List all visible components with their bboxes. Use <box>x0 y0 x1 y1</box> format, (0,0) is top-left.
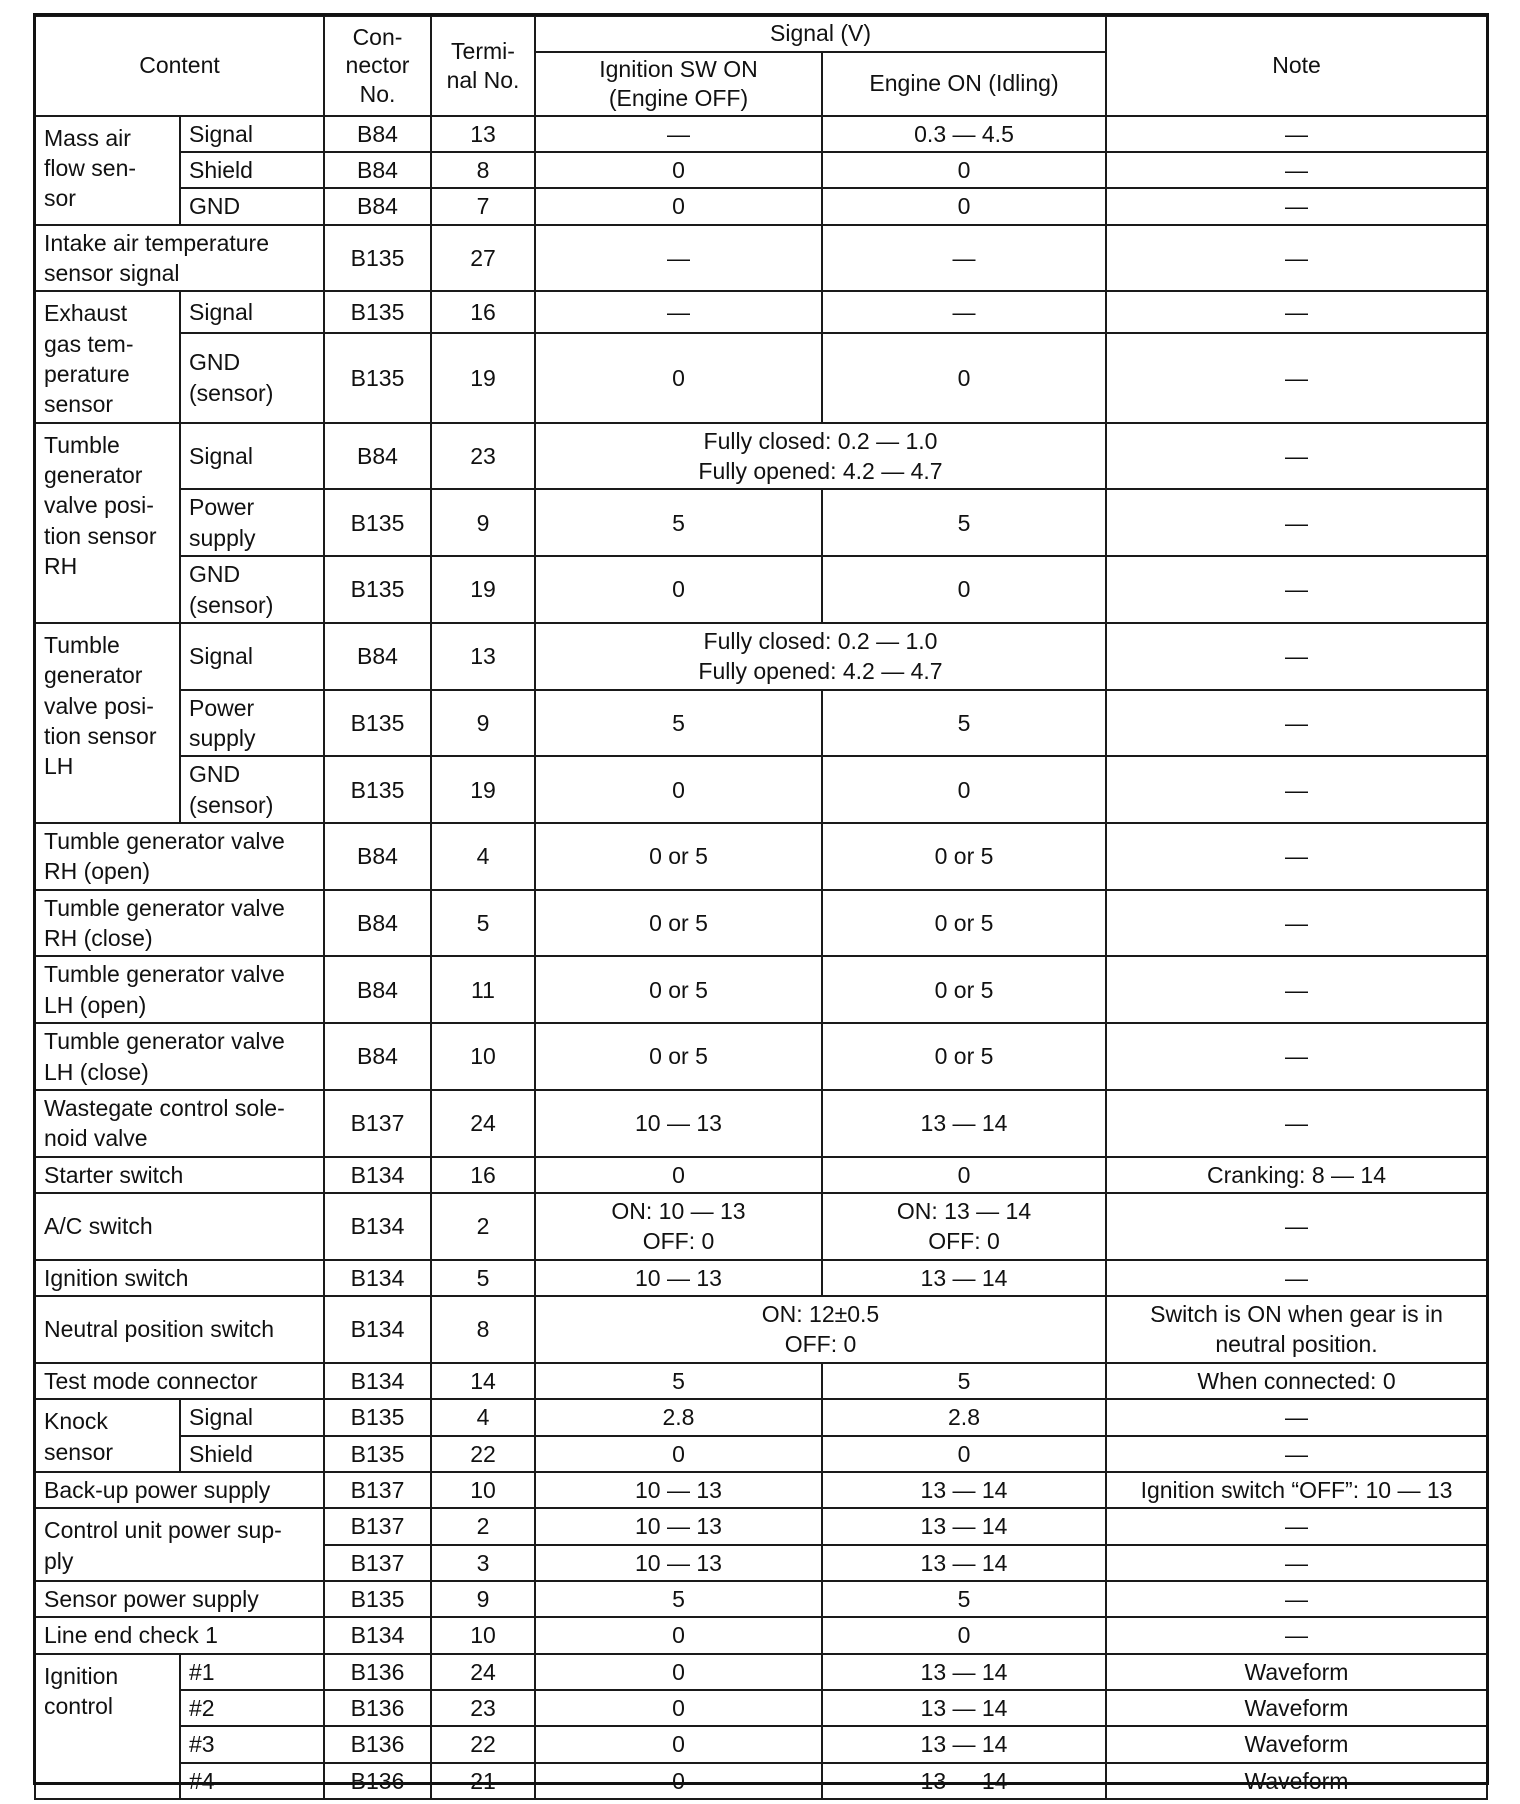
note-cell: — <box>1106 956 1487 1023</box>
connector-cell: B137 <box>324 1545 431 1581</box>
note-cell: — <box>1106 116 1487 152</box>
terminal-cell: 21 <box>431 1763 535 1799</box>
note-cell: — <box>1106 890 1487 957</box>
connector-cell: B84 <box>324 116 431 152</box>
terminal-cell: 13 <box>431 623 535 690</box>
engine-on-cell: 0 <box>822 1157 1106 1193</box>
table-row <box>35 1654 1487 1690</box>
note-cell: — <box>1106 1399 1487 1435</box>
table-row <box>35 823 1487 890</box>
terminal-cell: 19 <box>431 556 535 623</box>
ignition-on-cell: 0 <box>535 1436 822 1472</box>
signal-merged-cell: Fully closed: 0.2 — 1.0 Fully opened: 4.2 — 4.7 <box>535 423 1106 490</box>
note-cell: — <box>1106 1023 1487 1090</box>
engine-on-cell: 13 — 14 <box>822 1545 1106 1581</box>
content-sub-cell: Shield <box>180 152 324 188</box>
ignition-on-cell: — <box>535 116 822 152</box>
engine-on-cell: 0 <box>822 188 1106 224</box>
terminal-cell: 2 <box>431 1508 535 1544</box>
terminal-cell: 8 <box>431 1296 535 1363</box>
terminal-cell: 27 <box>431 225 535 292</box>
engine-on-cell: 13 — 14 <box>822 1763 1106 1799</box>
content-group-cell: Tumble generator valve posi- tion sensor RH <box>35 423 180 623</box>
content-cell: Line end check 1 <box>35 1617 324 1653</box>
engine-on-cell: 0 <box>822 1617 1106 1653</box>
engine-on-cell: 13 — 14 <box>822 1090 1106 1157</box>
content-sub-cell: #3 <box>180 1726 324 1762</box>
ignition-on-cell: 0 <box>535 1617 822 1653</box>
note-cell: — <box>1106 556 1487 623</box>
content-cell: Tumble generator valve RH (close) <box>35 890 324 957</box>
connector-cell: B134 <box>324 1363 431 1399</box>
content-cell: Wastegate control sole- noid valve <box>35 1090 324 1157</box>
note-cell: — <box>1106 489 1487 556</box>
connector-cell: B135 <box>324 291 431 332</box>
note-cell: Switch is ON when gear is in neutral position. <box>1106 1296 1487 1363</box>
note-cell: — <box>1106 225 1487 292</box>
header-note: Note <box>1106 16 1487 116</box>
terminal-cell: 10 <box>431 1472 535 1508</box>
engine-on-cell: 13 — 14 <box>822 1726 1106 1762</box>
content-cell: A/C switch <box>35 1193 324 1260</box>
terminal-cell: 10 <box>431 1023 535 1090</box>
engine-on-cell: 5 <box>822 489 1106 556</box>
engine-on-cell: 13 — 14 <box>822 1654 1106 1690</box>
engine-on-cell: 13 — 14 <box>822 1472 1106 1508</box>
ignition-on-cell: 0 or 5 <box>535 1023 822 1090</box>
header-engine-on: Engine ON (Idling) <box>822 52 1106 116</box>
terminal-cell: 3 <box>431 1545 535 1581</box>
content-cell: Sensor power supply <box>35 1581 324 1617</box>
engine-on-cell: — <box>822 225 1106 292</box>
content-sub-cell: Signal <box>180 623 324 690</box>
table-row <box>35 333 1487 423</box>
ignition-on-cell: 0 or 5 <box>535 823 822 890</box>
connector-cell: B84 <box>324 152 431 188</box>
content-group-cell: Knock sensor <box>35 1399 180 1472</box>
terminal-cell: 22 <box>431 1726 535 1762</box>
note-cell: — <box>1106 1545 1487 1581</box>
connector-cell: B135 <box>324 1399 431 1435</box>
signal-merged-cell: ON: 12±0.5 OFF: 0 <box>535 1296 1106 1363</box>
ignition-on-cell: 2.8 <box>535 1399 822 1435</box>
connector-cell: B135 <box>324 333 431 423</box>
content-group-cell: Ignition control <box>35 1654 180 1799</box>
signal-merged-cell: Fully closed: 0.2 — 1.0 Fully opened: 4.2 — 4.7 <box>535 623 1106 690</box>
ignition-on-cell: — <box>535 291 822 332</box>
header-connector-no: Con- nector No. <box>324 16 431 116</box>
content-sub-cell: GND <box>180 188 324 224</box>
terminal-cell: 9 <box>431 489 535 556</box>
table-body <box>35 116 1487 1800</box>
ignition-on-cell: 0 <box>535 1654 822 1690</box>
engine-on-cell: 0 <box>822 152 1106 188</box>
ignition-on-cell: 0 <box>535 152 822 188</box>
content-sub-cell: Shield <box>180 1436 324 1472</box>
table-row <box>35 188 1487 224</box>
table-row <box>35 1157 1487 1193</box>
header-terminal-no: Termi- nal No. <box>431 16 535 116</box>
ignition-on-cell: 0 or 5 <box>535 956 822 1023</box>
table-row <box>35 1581 1487 1617</box>
note-cell: Waveform <box>1106 1726 1487 1762</box>
note-cell: Waveform <box>1106 1654 1487 1690</box>
note-cell: When connected: 0 <box>1106 1363 1487 1399</box>
table-row <box>35 756 1487 823</box>
terminal-cell: 11 <box>431 956 535 1023</box>
note-cell: — <box>1106 333 1487 423</box>
note-cell: — <box>1106 188 1487 224</box>
terminal-cell: 4 <box>431 1399 535 1435</box>
content-sub-cell: Power supply <box>180 690 324 757</box>
note-cell: — <box>1106 1617 1487 1653</box>
engine-on-cell: 0 or 5 <box>822 956 1106 1023</box>
ignition-on-cell: 5 <box>535 690 822 757</box>
table-row <box>35 1436 1487 1472</box>
engine-on-cell: ON: 13 — 14 OFF: 0 <box>822 1193 1106 1260</box>
connector-cell: B84 <box>324 1023 431 1090</box>
table-row <box>35 291 1487 332</box>
engine-on-cell: — <box>822 291 1106 332</box>
table-row <box>35 1472 1487 1508</box>
connector-cell: B84 <box>324 188 431 224</box>
header-signal: Signal (V) <box>535 16 1106 52</box>
connector-cell: B134 <box>324 1617 431 1653</box>
engine-on-cell: 0 <box>822 1436 1106 1472</box>
ignition-on-cell: 0 or 5 <box>535 890 822 957</box>
engine-on-cell: 0 or 5 <box>822 823 1106 890</box>
connector-cell: B137 <box>324 1508 431 1544</box>
terminal-cell: 23 <box>431 423 535 490</box>
connector-cell: B135 <box>324 756 431 823</box>
terminal-cell: 19 <box>431 756 535 823</box>
engine-on-cell: 13 — 14 <box>822 1260 1106 1296</box>
ignition-on-cell: 5 <box>535 489 822 556</box>
ignition-on-cell: 0 <box>535 333 822 423</box>
terminal-cell: 16 <box>431 1157 535 1193</box>
content-group-cell: Exhaust gas tem- perature sensor <box>35 291 180 422</box>
ignition-on-cell: 0 <box>535 188 822 224</box>
table-row <box>35 1690 1487 1726</box>
terminal-cell: 13 <box>431 116 535 152</box>
connector-cell: B135 <box>324 1436 431 1472</box>
ignition-on-cell: ON: 10 — 13 OFF: 0 <box>535 1193 822 1260</box>
engine-on-cell: 0 or 5 <box>822 1023 1106 1090</box>
content-cell: Tumble generator valve RH (open) <box>35 823 324 890</box>
content-sub-cell: Power supply <box>180 489 324 556</box>
engine-on-cell: 5 <box>822 690 1106 757</box>
terminal-cell: 9 <box>431 1581 535 1617</box>
content-cell: Starter switch <box>35 1157 324 1193</box>
ignition-on-cell: 0 <box>535 556 822 623</box>
content-sub-cell: Signal <box>180 1399 324 1435</box>
content-sub-cell: GND (sensor) <box>180 556 324 623</box>
ignition-on-cell: 0 <box>535 1726 822 1762</box>
note-cell: Waveform <box>1106 1763 1487 1799</box>
ignition-on-cell: 10 — 13 <box>535 1545 822 1581</box>
content-cell: Test mode connector <box>35 1363 324 1399</box>
engine-on-cell: 0 or 5 <box>822 890 1106 957</box>
terminal-cell: 8 <box>431 152 535 188</box>
terminal-cell: 2 <box>431 1193 535 1260</box>
content-sub-cell: Signal <box>180 423 324 490</box>
connector-cell: B84 <box>324 423 431 490</box>
content-group-cell: Mass air flow sen- sor <box>35 116 180 225</box>
table-row <box>35 1508 1487 1544</box>
engine-on-cell: 0.3 — 4.5 <box>822 116 1106 152</box>
connector-cell: B135 <box>324 489 431 556</box>
terminal-signal-table <box>34 14 1488 1800</box>
engine-on-cell: 5 <box>822 1581 1106 1617</box>
note-cell: Cranking: 8 — 14 <box>1106 1157 1487 1193</box>
terminal-cell: 22 <box>431 1436 535 1472</box>
table-row <box>35 1726 1487 1762</box>
table-row <box>35 556 1487 623</box>
terminal-cell: 10 <box>431 1617 535 1653</box>
note-cell: — <box>1106 1436 1487 1472</box>
connector-cell: B137 <box>324 1090 431 1157</box>
connector-cell: B135 <box>324 225 431 292</box>
table-row <box>35 1090 1487 1157</box>
terminal-cell: 5 <box>431 890 535 957</box>
terminal-cell: 9 <box>431 690 535 757</box>
connector-cell: B136 <box>324 1690 431 1726</box>
note-cell: Ignition switch “OFF”: 10 — 13 <box>1106 1472 1487 1508</box>
table-row <box>35 1399 1487 1435</box>
table-row <box>35 623 1487 690</box>
engine-on-cell: 13 — 14 <box>822 1508 1106 1544</box>
table-row <box>35 890 1487 957</box>
ignition-on-cell: 10 — 13 <box>535 1472 822 1508</box>
content-sub-cell: Signal <box>180 291 324 332</box>
connector-cell: B135 <box>324 556 431 623</box>
engine-on-cell: 2.8 <box>822 1399 1106 1435</box>
note-cell: — <box>1106 1508 1487 1544</box>
note-cell: — <box>1106 291 1487 332</box>
ignition-on-cell: 0 <box>535 1690 822 1726</box>
engine-on-cell: 0 <box>822 556 1106 623</box>
connector-cell: B135 <box>324 690 431 757</box>
engine-on-cell: 13 — 14 <box>822 1690 1106 1726</box>
content-sub-cell: Signal <box>180 116 324 152</box>
connector-cell: B84 <box>324 623 431 690</box>
table-row <box>35 956 1487 1023</box>
note-cell: — <box>1106 152 1487 188</box>
connector-cell: B136 <box>324 1654 431 1690</box>
note-cell: Waveform <box>1106 1690 1487 1726</box>
table-row <box>35 1617 1487 1653</box>
table-row <box>35 152 1487 188</box>
connector-cell: B136 <box>324 1763 431 1799</box>
ignition-on-cell: — <box>535 225 822 292</box>
terminal-cell: 19 <box>431 333 535 423</box>
connector-cell: B135 <box>324 1581 431 1617</box>
table-row <box>35 225 1487 292</box>
table-row <box>35 1763 1487 1799</box>
table-row <box>35 1296 1487 1363</box>
connector-cell: B137 <box>324 1472 431 1508</box>
engine-on-cell: 0 <box>822 756 1106 823</box>
note-cell: — <box>1106 823 1487 890</box>
note-cell: — <box>1106 623 1487 690</box>
ignition-on-cell: 5 <box>535 1363 822 1399</box>
content-sub-cell: GND (sensor) <box>180 333 324 423</box>
ignition-on-cell: 0 <box>535 1763 822 1799</box>
connector-cell: B84 <box>324 956 431 1023</box>
content-cell: Neutral position switch <box>35 1296 324 1363</box>
header-content: Content <box>35 16 324 116</box>
terminal-cell: 4 <box>431 823 535 890</box>
connector-cell: B134 <box>324 1193 431 1260</box>
ignition-on-cell: 10 — 13 <box>535 1508 822 1544</box>
connector-cell: B134 <box>324 1260 431 1296</box>
table-row <box>35 1363 1487 1399</box>
connector-cell: B84 <box>324 823 431 890</box>
content-cell: Back-up power supply <box>35 1472 324 1508</box>
connector-cell: B134 <box>324 1296 431 1363</box>
content-cell: Intake air temperature sensor signal <box>35 225 324 292</box>
engine-on-cell: 5 <box>822 1363 1106 1399</box>
engine-on-cell: 0 <box>822 333 1106 423</box>
ignition-on-cell: 0 <box>535 1157 822 1193</box>
terminal-cell: 14 <box>431 1363 535 1399</box>
table-row <box>35 690 1487 757</box>
note-cell: — <box>1106 1581 1487 1617</box>
table-row <box>35 489 1487 556</box>
table-row <box>35 1193 1487 1260</box>
note-cell: — <box>1106 756 1487 823</box>
terminal-cell: 23 <box>431 1690 535 1726</box>
note-cell: — <box>1106 690 1487 757</box>
content-cell: Tumble generator valve LH (open) <box>35 956 324 1023</box>
terminal-cell: 24 <box>431 1654 535 1690</box>
content-sub-cell: GND (sensor) <box>180 756 324 823</box>
table-row <box>35 423 1487 490</box>
note-cell: — <box>1106 423 1487 490</box>
table-row <box>35 1260 1487 1296</box>
table-row <box>35 1023 1487 1090</box>
ignition-on-cell: 0 <box>535 756 822 823</box>
content-sub-cell: #2 <box>180 1690 324 1726</box>
header-ignition-sw-on: Ignition SW ON (Engine OFF) <box>535 52 822 116</box>
content-cell: Control unit power sup- ply <box>35 1508 324 1581</box>
note-cell: — <box>1106 1260 1487 1296</box>
content-sub-cell: #1 <box>180 1654 324 1690</box>
connector-cell: B136 <box>324 1726 431 1762</box>
content-sub-cell: #4 <box>180 1763 324 1799</box>
ignition-on-cell: 10 — 13 <box>535 1260 822 1296</box>
content-cell: Tumble generator valve LH (close) <box>35 1023 324 1090</box>
ignition-on-cell: 5 <box>535 1581 822 1617</box>
terminal-cell: 7 <box>431 188 535 224</box>
terminal-cell: 16 <box>431 291 535 332</box>
table-row <box>35 116 1487 152</box>
content-cell: Ignition switch <box>35 1260 324 1296</box>
connector-cell: B134 <box>324 1157 431 1193</box>
note-cell: — <box>1106 1090 1487 1157</box>
terminal-cell: 24 <box>431 1090 535 1157</box>
terminal-cell: 5 <box>431 1260 535 1296</box>
note-cell: — <box>1106 1193 1487 1260</box>
ignition-on-cell: 10 — 13 <box>535 1090 822 1157</box>
connector-cell: B84 <box>324 890 431 957</box>
content-group-cell: Tumble generator valve posi- tion sensor LH <box>35 623 180 823</box>
